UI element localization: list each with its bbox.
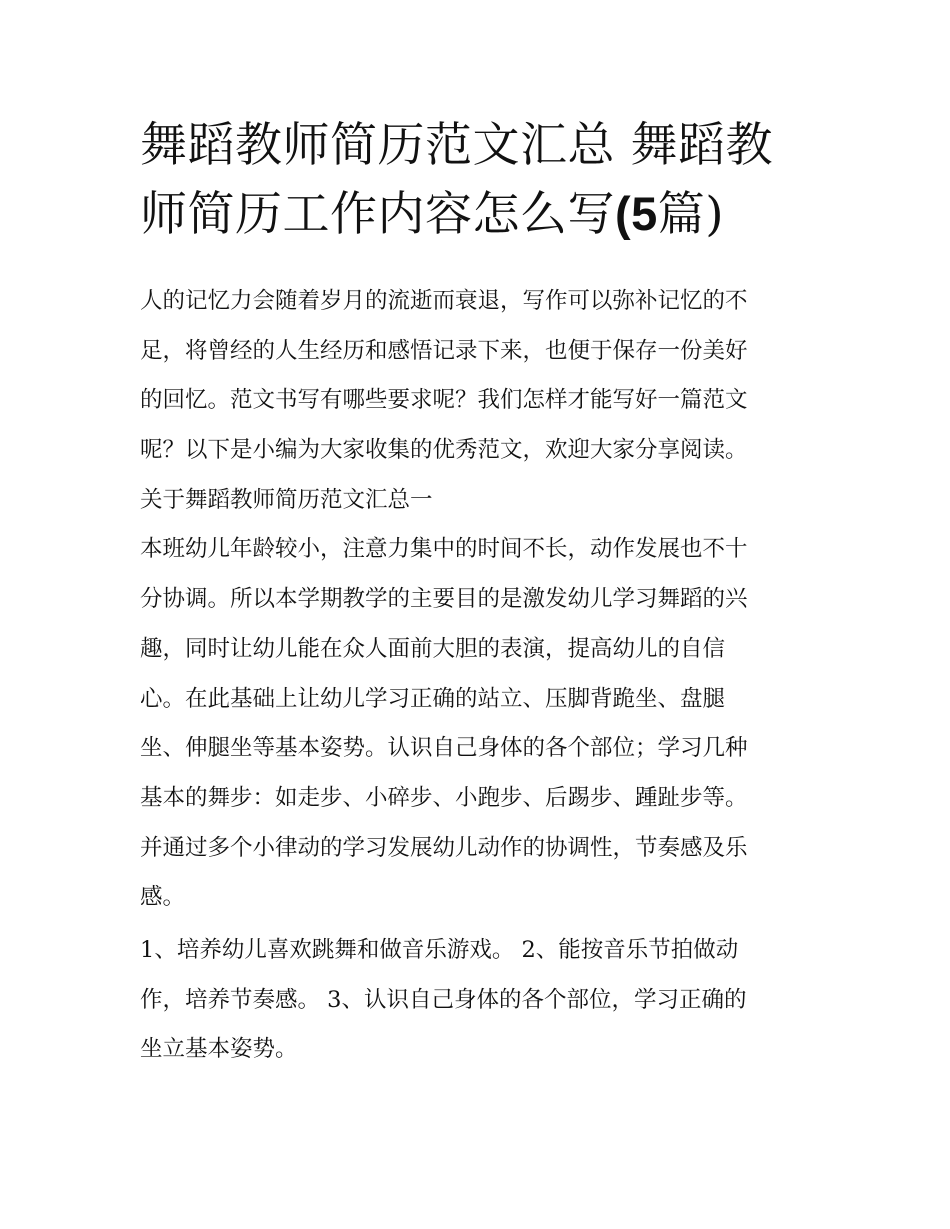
section-heading: 关于舞蹈教师简历范文汇总一 [140,486,433,513]
paragraph-line: 感。 [140,884,186,911]
document-title [140,112,815,249]
title-line-2-number: (5 [615,187,658,240]
document-body [140,277,815,1075]
intro-line: 人的记忆力会随着岁月的流逝而衰退，写作可以弥补记忆的不 [140,288,748,314]
title-line-2-text: 师简历工作内容怎么写 [140,187,615,242]
document-content [140,112,815,1075]
paragraph-line: 心。在此基础上让幼儿学习正确的站立、压脚背跪坐、盘腿 [140,685,726,712]
intro-line: 呢？以下是小编为大家收集的优秀范文，欢迎大家分享阅读。 [140,437,748,464]
paragraph-line: 坐、伸腿坐等基本姿势。认识自己身体的各个部位；学习几种 [140,735,748,762]
title-line-2 [140,180,815,249]
intro-line: 足，将曾经的人生经历和感悟记录下来，也便于保存一份美好 [140,337,748,364]
main-paragraph [140,525,815,923]
paragraph-line: 基本的舞步：如走步、小碎步、小跑步、后踢步、踵趾步等。 [140,784,748,811]
list-line: 1、培养幼儿喜欢跳舞和做音乐游戏。 2、能按音乐节拍做动 [140,936,739,963]
goals-list [140,926,815,1075]
intro-paragraph [140,277,815,476]
intro-line: 的回忆。范文书写有哪些要求呢？我们怎样才能写好一篇范文 [140,387,748,414]
title-line-2-suffix: 篇) [657,187,725,242]
list-line: 作，培养节奏感。 3、认识自己身体的各个部位，学习正确的 [140,986,747,1013]
list-line: 坐立基本姿势。 [140,1036,298,1063]
paragraph-line: 分协调。所以本学期教学的主要目的是激发幼儿学习舞蹈的兴 [140,586,748,613]
paragraph-line: 本班幼儿年龄较小，注意力集中的时间不长，动作发展也不十 [140,536,748,563]
title-line-1: 舞蹈教师简历范文汇总 舞蹈教 [140,118,773,173]
paragraph-line: 趣，同时让幼儿能在众人面前大胆的表演，提高幼儿的自信 [140,635,726,662]
paragraph-line: 并通过多个小律动的学习发展幼儿动作的协调性，节奏感及乐 [140,834,748,861]
